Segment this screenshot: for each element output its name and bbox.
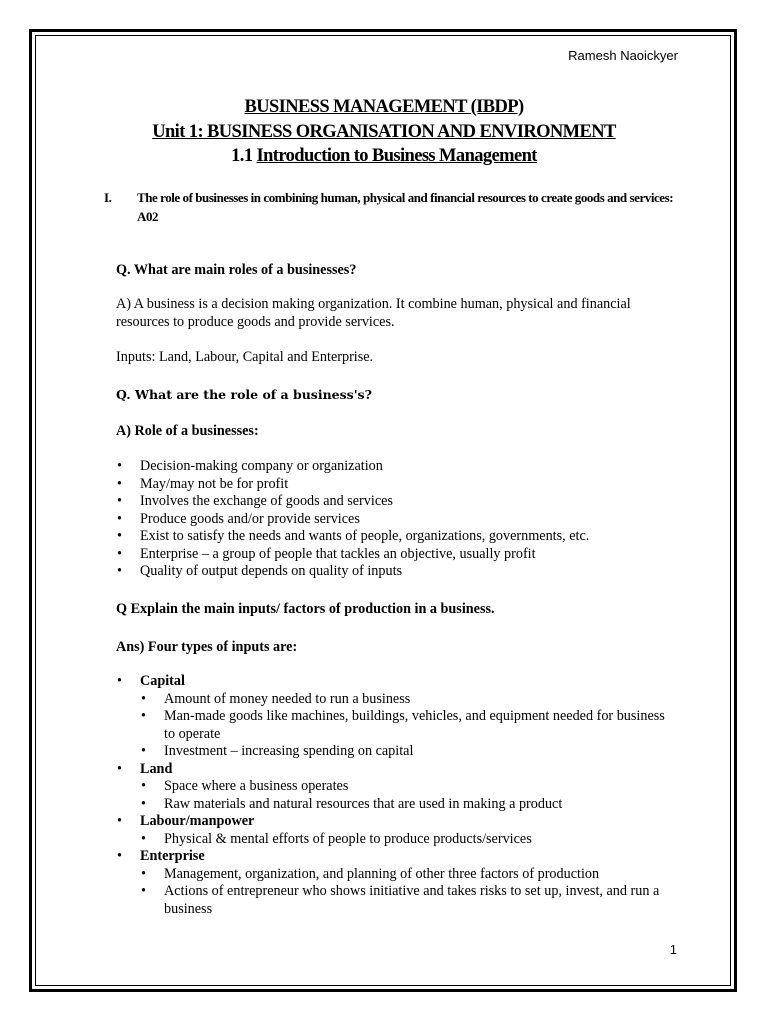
role-list-item: • May/may not be for profit bbox=[116, 476, 676, 494]
factor-point: • Amount of money needed to run a business bbox=[140, 691, 676, 709]
page-number: 1 bbox=[669, 942, 677, 957]
role-list-item: • Produce goods and/or provide services bbox=[116, 511, 676, 529]
role-list-item: • Exist to satisfy the needs and wants of people, organizations, governments, etc. bbox=[116, 528, 676, 546]
factor-point: • Space where a business operates bbox=[140, 778, 676, 796]
inputs-text: Inputs: Land, Labour, Capital and Enterprise. bbox=[116, 349, 374, 365]
title-block bbox=[0, 95, 768, 169]
topic-number: 1.1 bbox=[231, 146, 257, 166]
factor-point: • Raw materials and natural resources that are used in making a product bbox=[140, 796, 676, 814]
factor-name: Enterprise bbox=[140, 848, 205, 864]
answer-2-heading bbox=[116, 423, 676, 441]
factor-point: • Management, organization, and planning of other three factors of production bbox=[140, 866, 676, 884]
question-2-text: Q. What are the role of a business's? bbox=[116, 387, 372, 402]
question-1 bbox=[116, 262, 676, 280]
answer-3-heading-text: Ans) Four types of inputs are: bbox=[116, 639, 298, 655]
factors-list bbox=[116, 673, 676, 918]
topic-title bbox=[0, 144, 768, 169]
section-text: The role of businesses in combining human, physical and financial resources to create goods and services: A02 bbox=[137, 190, 674, 224]
course-title: BUSINESS MANAGEMENT (IBDP) bbox=[244, 97, 524, 117]
unit-title: Unit 1: BUSINESS ORGANISATION AND ENVIRONMENT bbox=[152, 121, 616, 142]
factor-name: Capital bbox=[140, 673, 185, 689]
factor-item bbox=[116, 761, 676, 814]
section-number: I. bbox=[104, 190, 112, 205]
factor-point: • Physical & mental efforts of people to produce products/services bbox=[140, 831, 676, 849]
question-2 bbox=[116, 386, 676, 404]
answer-3-heading bbox=[116, 639, 676, 657]
role-list-item: • Involves the exchange of goods and services bbox=[116, 493, 676, 511]
factor-name: Labour/manpower bbox=[140, 813, 255, 829]
role-list-item: • Enterprise – a group of people that tackles an objective, usually profit bbox=[116, 546, 676, 564]
role-list-item: • Quality of output depends on quality of inputs bbox=[116, 563, 676, 581]
author-name: Ramesh Naoickyer bbox=[568, 48, 678, 63]
factor-name: Land bbox=[140, 760, 173, 777]
question-1-text: Q. What are main roles of a businesses? bbox=[116, 262, 357, 278]
question-3 bbox=[116, 601, 676, 619]
factor-item bbox=[116, 848, 676, 918]
answer-1 bbox=[116, 296, 676, 331]
factor-item bbox=[116, 673, 676, 761]
role-list-item: • Decision-making company or organization bbox=[116, 458, 676, 476]
section-heading bbox=[104, 188, 674, 226]
factor-point: • Investment – increasing spending on capital bbox=[140, 743, 676, 761]
answer-2-heading-text: A) Role of a businesses: bbox=[116, 423, 259, 439]
factor-item bbox=[116, 813, 676, 848]
role-list bbox=[116, 458, 676, 581]
factor-point: • Man-made goods like machines, buildings, vehicles, and equipment needed for business to operate bbox=[140, 708, 676, 743]
factor-point: • Actions of entrepreneur who shows initiative and takes risks to set up, invest, and run a business bbox=[140, 883, 676, 918]
inputs-line bbox=[116, 349, 676, 367]
topic-name: Introduction to Business Management bbox=[256, 146, 537, 166]
answer-1-text: A) A business is a decision making organization. It combine human, physical and financial resources to produce goods and provide services. bbox=[116, 296, 631, 330]
question-3-text: Q Explain the main inputs/ factors of production in a business. bbox=[116, 601, 495, 617]
